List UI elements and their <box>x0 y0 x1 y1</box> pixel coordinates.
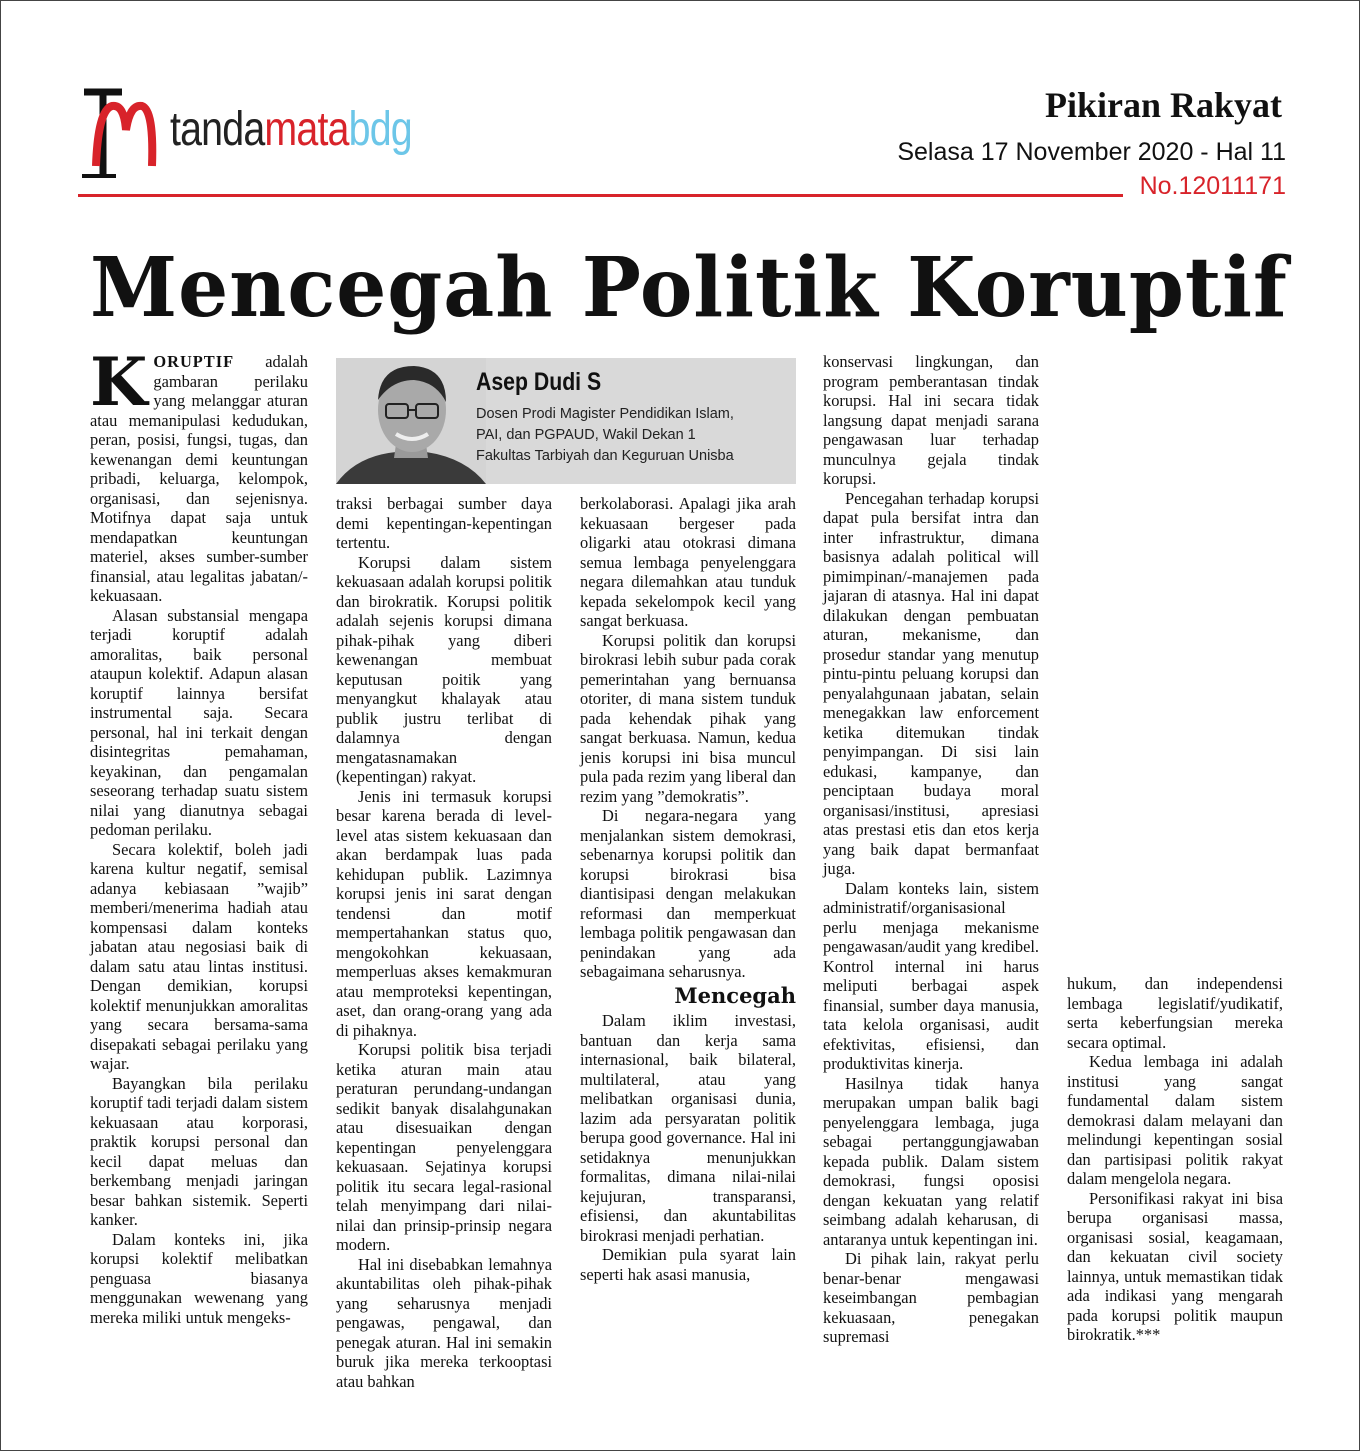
paragraph: konservasi lingkungan, dan program pemberantasan tindak korupsi. Hal ini secara tidak langsung dapat menjadi sarana pengawasan luar terhadap munculnya gejala tindak korupsi. <box>823 352 1039 488</box>
paragraph: Bayangkan bila perilaku koruptif tadi terjadi dalam sistem kekuasaan atau korporasi, praktik korupsi personal dan kecil dapat meluas dan berkembang menjadi jaringan besar bahkan sistemik. Seperti kanker. <box>90 1073 308 1229</box>
paragraph: Secara kolektif, boleh jadi karena kultur negatif, semisal adanya kebiasaan ”wajib” memberi/menerima hadiah atau kompensasi dalam konteks jabatan atau negosiasi baik di dalam satu atau lintas institusi. Dengan demikian, korupsi kolektif menunjukkan amoralitas yang secara bersama-sama disepakati sebagai perilaku yang wajar. <box>90 839 308 1073</box>
paragraph: hukum, dan independensi lembaga legislatif/yudikatif, serta keberfungsian mereka secara optimal. <box>1067 974 1283 1052</box>
author-name: Asep Dudi S <box>476 368 602 396</box>
logo-wordmark: tandamatabdg <box>170 103 412 156</box>
paragraph: KORUPTIF adalah gambaran perilaku yang melanggar aturan atau memanipulasi kedudukan, peran, posisi, fungsi, tugas, dan kewenangan demi keuntungan pribadi, keluarga, kelompok, organisasi, dan sejenisnya. Motifnya dapat saja untuk mendapatkan keuntungan materiel, akses sumber-sumber finansial, atau legalitas jabatan/-kekuasaan. <box>90 343 308 605</box>
column-1 <box>90 343 308 1327</box>
paragraph: Personifikasi rakyat ini bisa berupa organisasi massa, organisasi sosial, keagamaan, dan kekuatan civil society lainnya, untuk memastikan tidak ada indikasi yang mengarah pada korupsi politik maupun birokratik.*** <box>1067 1188 1283 1344</box>
paragraph: Alasan substansial mengapa terjadi koruptif adalah amoralitas, baik personal ataupun kolektif. Adapun alasan koruptif lainnya bersifat instrumental saja. Secara personal, hal ini terkait dengan disintegritas pemahaman, keyakinan, dan pengamalan seseorang terhadap suatu sistem nilai yang dianutnya sebagai pedoman perilaku. <box>90 605 308 839</box>
paragraph: Di negara-negara yang menjalankan sistem demokrasi, sebenarnya korupsi politik dan korupsi birokrasi bisa diantisipasi dengan melakukan reformasi dan memperkuat lembaga politik pengawasan dan penindakan yang ada sebagaimana seharusnya. <box>580 806 796 981</box>
author-box <box>336 358 796 484</box>
paragraph: Demikian pula syarat lain seperti hak asasi manusia, <box>580 1245 796 1284</box>
column-3 <box>580 494 796 1284</box>
article-title: Mencegah Politik Koruptif <box>90 240 1288 336</box>
paragraph: Di pihak lain, rakyat perlu benar-benar mengawasi keseimbangan pembagian kekuasaan, penegakan supremasi <box>823 1249 1039 1346</box>
paragraph: traksi berbagai sumber daya demi kepentingan-kepentingan tertentu. <box>336 494 552 552</box>
column-5 <box>1067 974 1283 1345</box>
paragraph: Korupsi politik dan korupsi birokrasi lebih subur pada corak pemerintahan yang bernuansa otoriter, di mana sistem tunduk pada kehendak pihak yang sangat berkuasa. Namun, kedua jenis korupsi ini bisa muncul pula pada rezim yang liberal dan rezim yang ”demokratis”. <box>580 630 796 806</box>
author-description: Dosen Prodi Magister Pendidikan Islam, PAI, dan PGPAUD, Wakil Dekan 1 Fakultas Tarbiyah dan Keguruan Unisba <box>476 406 734 464</box>
clip-number: No.12011171 <box>1139 172 1286 200</box>
header-divider <box>78 194 1123 197</box>
column-4 <box>823 352 1039 1347</box>
paragraph: Kedua lembaga ini adalah institusi yang sangat fundamental dalam sistem demokrasi dalam melayani dan melindungi kepentingan sosial dan partisipasi politik rakyat dalam mengelola negara. <box>1067 1052 1283 1188</box>
lead-caps: ORUPTIF <box>153 352 235 371</box>
drop-cap: K <box>90 343 148 421</box>
paragraph: Dalam konteks ini, jika korupsi kolektif melibatkan penguasa biasanya menggunakan wewenang yang mereka miliki untuk mengeks- <box>90 1229 308 1327</box>
tm-logo-icon <box>78 80 158 180</box>
paragraph: Hasilnya tidak hanya merupakan umpan balik bagi penyelenggara lembaga, juga sebagai pertanggungjawaban kepada publik. Dalam sistem demokrasi, fungsi oposisi dengan kekuatan yang relatif seimbang adalah keharusan, di antaranya untuk kepentingan ini. <box>823 1073 1039 1249</box>
paragraph: Hal ini disebabkan lemahnya akuntabilitas oleh pihak-pihak yang seharusnya menjadi pengawas, pengawal, dan penegak aturan. Hal ini semakin buruk jika mereka terkooptasi atau bahkan <box>336 1254 552 1391</box>
author-photo <box>336 358 486 484</box>
section-subhead: Mencegah <box>674 982 796 1008</box>
paragraph: Jenis ini termasuk korupsi besar karena berada di level-level atas sistem kekuasaan dan akan berdampak luas pada kehidupan publik. Lazimnya korupsi jenis ini sarat dengan tendensi dan motif mempertahankan status quo, mengokohkan kekuasaan, memperluas akses kemakmuran atau memproteksi kepentingan, aset, dan orang-orang yang ada di pihaknya. <box>336 786 552 1040</box>
paragraph: Dalam iklim investasi, bantuan dan kerja sama internasional, baik bilateral, multilateral, atau yang melibatkan organisasi dunia, lazim ada persyaratan politik berupa good governance. Hal ini setidaknya menunjukkan formalitas, dimana nilai-nilai kejujuran, transparansi, efisiensi, dan akuntabilitas birokrasi menjadi perhatian. <box>580 1011 796 1245</box>
paragraph: berkolaborasi. Apalagi jika arah kekuasaan bergeser pada oligarki atau otokrasi dimana semua lembaga penyelenggara negara dilemahkan atau tunduk kepada sekelompok kecil yang sangat berkuasa. <box>580 494 796 630</box>
paragraph: Dalam konteks lain, sistem administratif/organisasional perlu menjaga mekanisme pengawasan/audit yang kredibel. Kontrol internal ini harus meliputi berbagai aspek finansial, sumber daya manusia, tata kelola organisasi, audit efektivitas, efisiensi, dan produktivitas kinerja. <box>823 878 1039 1073</box>
paragraph: Korupsi politik bisa terjadi ketika aturan main atau peraturan perundang-undangan sedikit banyak disalahgunakan atau disesuaikan dengan kepentingan penyelenggara kekuasaan. Sejatinya korupsi politik itu secara legal-rasional telah menyimpang dari nilai-nilai dan prinsip-prinsip negara modern. <box>336 1040 552 1254</box>
publication-date: Selasa 17 November 2020 - Hal 11 <box>897 138 1286 166</box>
publication-name: Pikiran Rakyat <box>1044 85 1282 125</box>
paragraph: Pencegahan terhadap korupsi dapat pula bersifat intra dan inter infrastruktur, dimana basisnya adalah political will pimimpinan/-manajemen pada jajaran di atasnya. Hal ini dapat dilakukan dengan pembuatan aturan, mekanisme, dan prosedur standar yang menutup pintu-pintu peluang korupsi dan penyalahgunaan jabatan, selain menegakkan law enforcement ketika ditemukan tindak penyimpangan. Di sisi lain edukasi, kampanye, dan penciptaan budaya moral organisasi/institusi, apresiasi atas prestasi etis dan etos kerja yang baik dapat bermanfaat juga. <box>823 488 1039 878</box>
paragraph: Korupsi dalam sistem kekuasaan adalah korupsi politik dan birokratik. Korupsi politik adalah sejenis korupsi dimana pihak-pihak yang diberi kewenangan membuat keputusan poitik yang menyangkut khalayak atau publik justru terlibat di dalamnya dengan mengatasnamakan (kepentingan) rakyat. <box>336 552 552 786</box>
column-2 <box>336 494 552 1391</box>
tandamatabdg-logo <box>78 80 418 180</box>
